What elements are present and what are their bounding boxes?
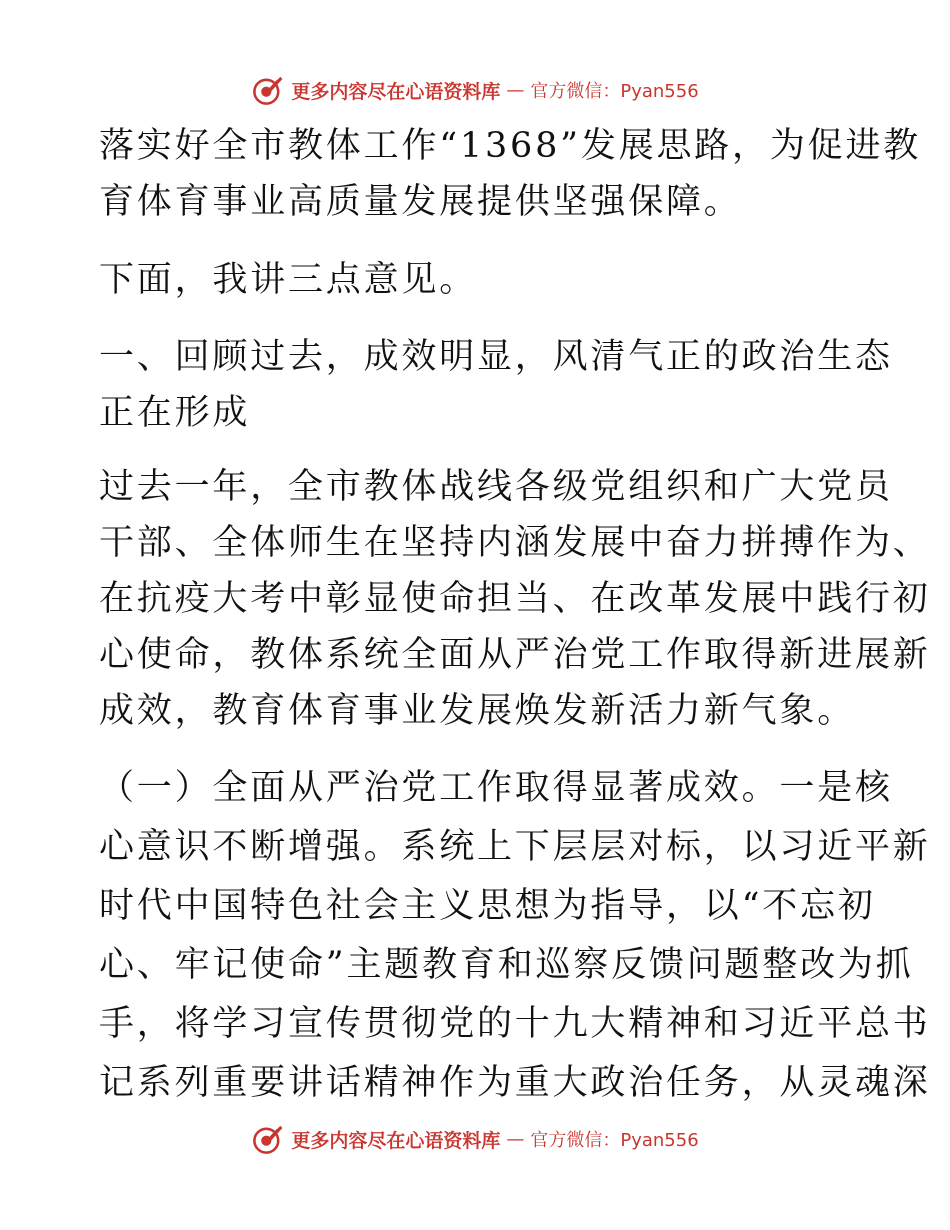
watermark-separator: —	[506, 1128, 525, 1150]
header-watermark	[0, 70, 950, 110]
watermark-sub-text: 官方微信：Pyan556	[530, 81, 699, 102]
watermark-main-text: 更多内容尽在心语资料库	[291, 80, 501, 103]
text-line-6: 过去一年，全市教体战线各级党组织和广大党员	[99, 467, 893, 507]
text-line-5: 正在形成	[99, 393, 251, 433]
text-line-2: 育体育事业高质量发展提供坚强保障。	[99, 182, 742, 222]
quill-logo-icon	[251, 73, 285, 107]
watermark-main-text: 更多内容尽在心语资料库	[291, 1129, 501, 1152]
text-line-10: 成效，教育体育事业发展焕发新活力新气象。	[99, 691, 856, 731]
text-line-4: 一、回顾过去，成效明显，风清气正的政治生态	[99, 337, 893, 377]
text-line-8: 在抗疫大考中彰显使命担当、在改革发展中践行初	[99, 579, 931, 619]
footer-watermark	[0, 1119, 950, 1159]
watermark-sub-text: 官方微信：Pyan556	[530, 1130, 699, 1151]
text-line-14: 心、牢记使命”主题教育和巡察反馈问题整改为抓	[99, 945, 914, 985]
text-line-7: 干部、全体师生在坚持内涵发展中奋力拼搏作为、	[99, 523, 931, 563]
text-line-1: 落实好全市教体工作“1368”发展思路，为促进教	[99, 126, 922, 166]
text-line-15: 手，将学习宣传贯彻党的十九大精神和习近平总书	[99, 1004, 931, 1044]
text-line-9: 心使命，教体系统全面从严治党工作取得新进展新	[99, 635, 931, 675]
text-line-12: 心意识不断增强。系统上下层层对标，以习近平新	[99, 827, 931, 867]
watermark-separator: —	[506, 79, 525, 101]
text-line-13: 时代中国特色社会主义思想为指导，以“不忘初	[99, 886, 876, 926]
quill-logo-icon	[251, 1122, 285, 1156]
text-line-11: （一）全面从严治党工作取得显著成效。一是核	[99, 768, 893, 808]
text-line-16: 记系列重要讲话精神作为重大政治任务，从灵魂深	[99, 1063, 931, 1103]
text-line-3: 下面，我讲三点意见。	[99, 260, 478, 300]
